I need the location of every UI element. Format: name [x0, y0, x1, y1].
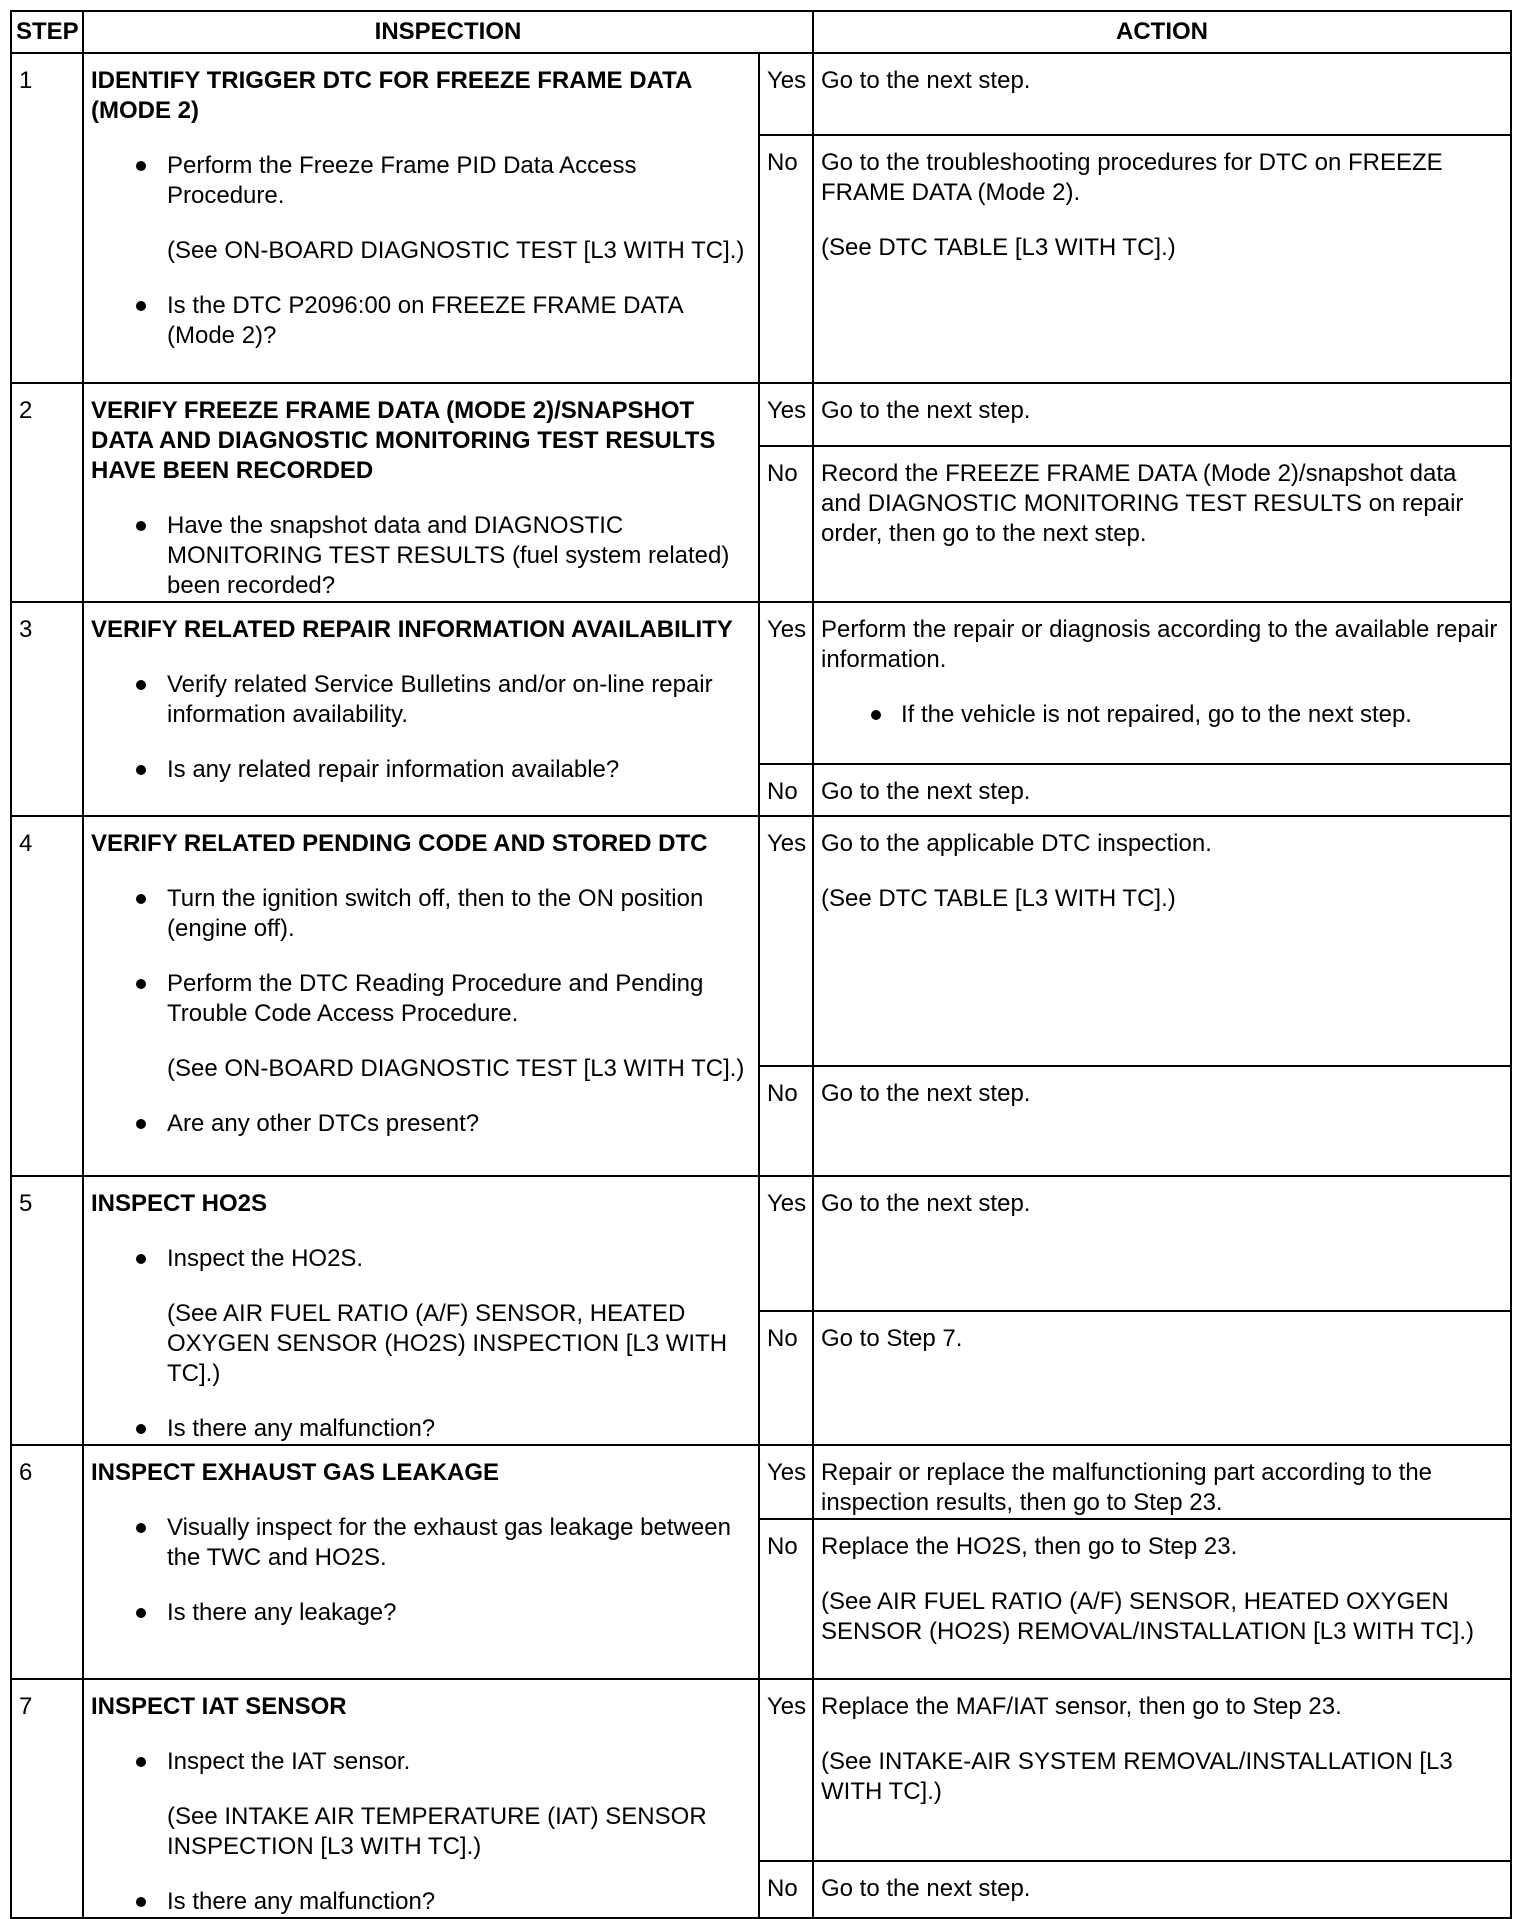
yes-action: [813, 1679, 1511, 1861]
action-text: Repair or replace the malfunctioning part according to the inspection results, then go to Step 23.: [821, 1459, 1433, 1516]
step-number: 5: [11, 1176, 83, 1445]
action-reference: (See AIR FUEL RATIO (A/F) SENSOR, HEATED OXYGEN SENSOR (HO2S) REMOVAL/INSTALLATION [L3 WITH TC].): [821, 1588, 1474, 1645]
inspection-cell: [83, 816, 759, 1176]
no-action: [813, 1066, 1511, 1176]
inspection-cell: [83, 602, 759, 816]
action-reference: (See DTC TABLE [L3 WITH TC].): [821, 234, 1176, 261]
step-title: INSPECT EXHAUST GAS LEAKAGE: [91, 1459, 500, 1486]
inspection-cell: [83, 1176, 759, 1445]
yes-label: Yes: [759, 53, 813, 135]
step-number: 3: [11, 602, 83, 816]
yes-label: Yes: [759, 383, 813, 446]
table-row: [11, 1445, 1511, 1519]
no-action: [813, 764, 1511, 816]
table-row: [11, 602, 1511, 764]
action-text: Replace the MAF/IAT sensor, then go to Step 23.: [821, 1693, 1342, 1720]
inspection-reference: (See ON-BOARD DIAGNOSTIC TEST [L3 WITH TC].): [167, 237, 745, 264]
yes-action: [813, 602, 1511, 764]
inspection-reference: (See AIR FUEL RATIO (A/F) SENSOR, HEATED OXYGEN SENSOR (HO2S) INSPECTION [L3 WITH TC].): [167, 1300, 728, 1387]
step-number: 2: [11, 383, 83, 602]
step-number: 7: [11, 1679, 83, 1918]
inspection-cell: [83, 1445, 759, 1679]
table-header-row: [11, 11, 1511, 53]
inspection-column-header: INSPECTION: [83, 11, 813, 53]
action-text: Go to the troubleshooting procedures for DTC on FREEZE FRAME DATA (Mode 2).: [821, 149, 1443, 206]
step-title: IDENTIFY TRIGGER DTC FOR FREEZE FRAME DATA (MODE 2): [91, 67, 692, 124]
table-row: [11, 53, 1511, 135]
no-label: No: [759, 764, 813, 816]
no-action: [813, 1861, 1511, 1918]
inspection-bullet: Is there any leakage?: [91, 1598, 751, 1628]
step-number: 1: [11, 53, 83, 383]
action-text: Perform the repair or diagnosis according to the available repair information.: [821, 616, 1498, 673]
action-reference: (See INTAKE-AIR SYSTEM REMOVAL/INSTALLATION [L3 WITH TC].): [821, 1748, 1453, 1805]
inspection-bullet: Perform the Freeze Frame PID Data Access Procedure.: [91, 151, 751, 211]
no-label: No: [759, 446, 813, 602]
action-text: Go to Step 7.: [821, 1324, 963, 1352]
inspection-bullet: Is there any malfunction?: [91, 1414, 751, 1444]
action-text: Go to the next step.: [821, 1190, 1031, 1217]
yes-action: [813, 1176, 1511, 1311]
yes-action: [813, 1445, 1511, 1519]
inspection-bullet: Verify related Service Bulletins and/or on-line repair information availability.: [91, 670, 751, 730]
yes-action: [813, 816, 1511, 1066]
inspection-bullet: Is the DTC P2096:00 on FREEZE FRAME DATA (Mode 2)?: [91, 291, 751, 351]
step-title: VERIFY RELATED REPAIR INFORMATION AVAILABILITY: [91, 616, 733, 643]
table-row: [11, 383, 1511, 446]
inspection-bullet: Are any other DTCs present?: [91, 1109, 751, 1139]
yes-action: [813, 53, 1511, 135]
action-column-header: ACTION: [813, 11, 1511, 53]
action-text: Record the FREEZE FRAME DATA (Mode 2)/snapshot data and DIAGNOSTIC MONITORING TEST RESULTS on repair order, then go to the next step.: [821, 459, 1464, 547]
diagnostic-steps-table: [10, 10, 1512, 1919]
action-text: Go to the next step.: [821, 1875, 1031, 1903]
yes-label: Yes: [759, 1445, 813, 1519]
step-title: INSPECT HO2S: [91, 1190, 268, 1217]
no-action: [813, 135, 1511, 383]
yes-label: Yes: [759, 1679, 813, 1861]
step-column-header: STEP: [11, 11, 83, 53]
table-row: [11, 816, 1511, 1066]
inspection-bullet: Perform the DTC Reading Procedure and Pending Trouble Code Access Procedure.: [91, 969, 751, 1029]
inspection-bullet: Inspect the IAT sensor.: [91, 1747, 751, 1777]
no-label: No: [759, 135, 813, 383]
action-text: Go to the next step.: [821, 1080, 1031, 1107]
no-label: No: [759, 1861, 813, 1918]
action-text: Go to the next step.: [821, 778, 1031, 805]
step-number: 6: [11, 1445, 83, 1679]
inspection-bullet: Is there any malfunction?: [91, 1887, 751, 1917]
yes-action: [813, 383, 1511, 446]
inspection-reference: (See INTAKE AIR TEMPERATURE (IAT) SENSOR INSPECTION [L3 WITH TC].): [167, 1803, 707, 1860]
inspection-bullet: Is any related repair information available?: [91, 755, 751, 785]
inspection-cell: [83, 1679, 759, 1918]
inspection-bullet: Turn the ignition switch off, then to the ON position (engine off).: [91, 884, 751, 944]
table-row: [11, 1679, 1511, 1861]
step-number: 4: [11, 816, 83, 1176]
no-label: No: [759, 1519, 813, 1679]
inspection-cell: [83, 53, 759, 383]
yes-label: Yes: [759, 1176, 813, 1311]
inspection-bullet: Have the snapshot data and DIAGNOSTIC MONITORING TEST RESULTS (fuel system related) been recorded?: [91, 511, 751, 601]
action-text: Replace the HO2S, then go to Step 23.: [821, 1533, 1238, 1560]
inspection-bullet: Inspect the HO2S.: [91, 1244, 751, 1274]
action-reference: (See DTC TABLE [L3 WITH TC].): [821, 885, 1176, 912]
action-text: Go to the next step.: [821, 67, 1031, 94]
no-action: [813, 1311, 1511, 1446]
yes-label: Yes: [759, 602, 813, 764]
no-action: [813, 446, 1511, 602]
no-action: [813, 1519, 1511, 1679]
step-title: INSPECT IAT SENSOR: [91, 1693, 347, 1720]
step-title: VERIFY RELATED PENDING CODE AND STORED DTC: [91, 830, 708, 857]
yes-label: Yes: [759, 816, 813, 1066]
action-text: Go to the next step.: [821, 397, 1031, 424]
diagnostic-procedure-document: [10, 10, 1510, 1915]
inspection-bullet: Visually inspect for the exhaust gas leakage between the TWC and HO2S.: [91, 1513, 751, 1573]
inspection-cell: [83, 383, 759, 602]
table-row: [11, 1176, 1511, 1311]
action-text: Go to the applicable DTC inspection.: [821, 830, 1212, 857]
action-bullet: If the vehicle is not repaired, go to the next step.: [821, 700, 1503, 730]
step-title: VERIFY FREEZE FRAME DATA (MODE 2)/SNAPSHOT DATA AND DIAGNOSTIC MONITORING TEST RESULTS HAVE BEEN RECORDED: [91, 397, 716, 484]
no-label: No: [759, 1066, 813, 1176]
no-label: No: [759, 1311, 813, 1446]
inspection-reference: (See ON-BOARD DIAGNOSTIC TEST [L3 WITH TC].): [167, 1055, 745, 1082]
